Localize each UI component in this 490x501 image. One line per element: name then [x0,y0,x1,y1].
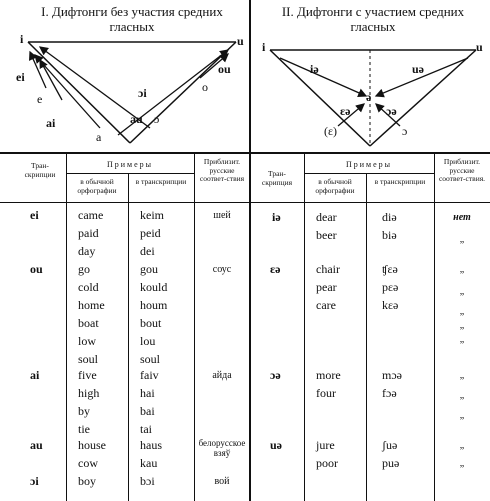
table-row: jure [316,438,335,452]
table-row: tie [78,422,90,436]
table-row: lou [140,334,156,348]
table-row: came [78,208,104,222]
right-symbol-oe: ɔə [270,368,281,382]
left-rus-ei: шей [213,210,231,221]
left-rus-au: белорусское взяў [198,438,246,458]
table-row: haus [140,438,162,452]
left-rus-ai: айда [212,370,232,381]
table-row: keim [140,208,164,222]
right-diagram-label-u: u [476,40,483,54]
diagram-label-i: i [20,32,24,46]
diagram-label-ei: ei [16,70,25,84]
table-row: bai [140,404,155,418]
ditto-mark: „ [459,410,465,421]
diagram-label-ou: ou [218,62,231,76]
left-header-transcription: Тран-скрипции [24,161,56,179]
right-rus-ee: „ [459,264,465,275]
table-row: bout [140,316,162,330]
table-row: ʃuə [382,438,398,452]
left-symbol-ei: ei [30,208,39,222]
right-header-transcription: Тран-скрипция [261,169,293,187]
table-row: fɔə [382,386,397,400]
left-vowel-diagram [0,0,250,150]
table-row: pear [316,280,337,294]
table-row: five [78,368,97,382]
table-row: high [78,386,100,400]
table-row: peid [140,226,161,240]
right-diagram-label-ee: ɛə [340,104,351,118]
right-symbol-ue: uə [270,438,282,452]
table-row: poor [316,456,338,470]
table-row: faiv [140,368,159,382]
table-row: paid [78,226,99,240]
right-rus-oe: „ [459,370,465,381]
ditto-mark: „ [459,286,465,297]
diagram-label-o: o [202,80,208,94]
table-row: kau [140,456,158,470]
table-row: cold [78,280,99,294]
right-diagram-label-oe: ɔə [386,104,397,118]
right-diagram-label-open-e: (ɛ) [324,124,338,138]
right-diagram-label-open-o: ɔ [402,124,408,138]
left-symbol-au: au [30,438,43,452]
table-row: boat [78,316,99,330]
ditto-mark: „ [459,390,465,401]
table-row: gou [140,262,158,276]
table-row: house [78,438,106,452]
left-symbol-oi: ɔi [30,474,39,488]
ditto-mark: „ [459,306,465,317]
right-diagram-label-i: i [262,40,266,54]
table-row: four [316,386,336,400]
table-row: bɔi [140,474,155,488]
table-row: home [78,298,105,312]
table-row: puə [382,456,400,470]
right-section-title: II. Дифтонги с участием средних гласных [281,4,465,34]
left-header-approx: Приблизит. русские соответ-ствия [199,157,245,183]
left-rus-oi: вой [214,476,230,487]
table-row: chair [316,262,340,276]
table-row: care [316,298,336,312]
table-row: dear [316,210,337,224]
table-row: go [78,262,90,276]
right-header-approx: Приблизит. русские соответ-ствия. [438,157,486,183]
table-row: beer [316,228,337,242]
right-header-ordinary: в обычной орфографии [315,177,355,195]
table-row: day [78,244,96,258]
table-row: pɛə [382,280,399,294]
left-symbol-ou: ou [30,262,43,276]
right-diagram-label-ue: uə [412,62,424,76]
table-row: soul [78,352,99,366]
table-row: by [78,404,90,418]
table-row: hai [140,386,155,400]
left-header-ordinary: в обычной орфографии [77,177,117,195]
right-diagram-label-ie: iə [310,62,319,76]
table-row: low [78,334,96,348]
table-row: biə [382,228,397,242]
left-rus-ou: соус [212,264,232,275]
right-header-examples: Примеры [345,160,393,169]
ditto-mark: „ [459,320,465,331]
diagram-label-e: e [37,92,43,106]
left-header-in-transcription: в транскрипции [135,177,187,186]
right-symbol-ie: iə [272,210,281,224]
right-symbol-ee: ɛə [270,262,281,276]
table-row: houm [140,298,168,312]
left-header-examples: Примеры [106,160,154,169]
ditto-mark: „ [459,458,465,469]
right-header-in-transcription: в транскрипции [374,177,426,186]
left-symbol-ai: ai [30,368,40,382]
ditto-mark: „ [459,334,465,345]
table-row: ʧɛə [382,262,398,276]
diagram-label-oi: ɔi [138,86,147,100]
table-row: soul [140,352,161,366]
diagram-label-au: au [130,112,143,126]
table-row: more [316,368,341,382]
diagram-label-a: a [96,130,102,144]
table-row: boy [78,474,96,488]
ditto-mark: „ [459,234,465,245]
right-rus-ue: „ [459,440,465,451]
table-row: mɔə [382,368,402,382]
right-vowel-diagram [250,0,490,150]
right-diagram-label-schwa: ə [366,90,372,104]
right-rus-ie: нет [453,212,471,223]
diagram-label-u: u [237,34,244,48]
table-row: kould [140,280,168,294]
table-row: dei [140,244,155,258]
table-row: diə [382,210,397,224]
left-section-title: I. Дифтонги без участия средних гласных [41,4,223,34]
diagram-label-open-o: ɔ [154,112,160,126]
table-row: kɛə [382,298,399,312]
table-row: tai [140,422,152,436]
diagram-label-ai: ai [46,116,56,130]
table-row: cow [78,456,98,470]
